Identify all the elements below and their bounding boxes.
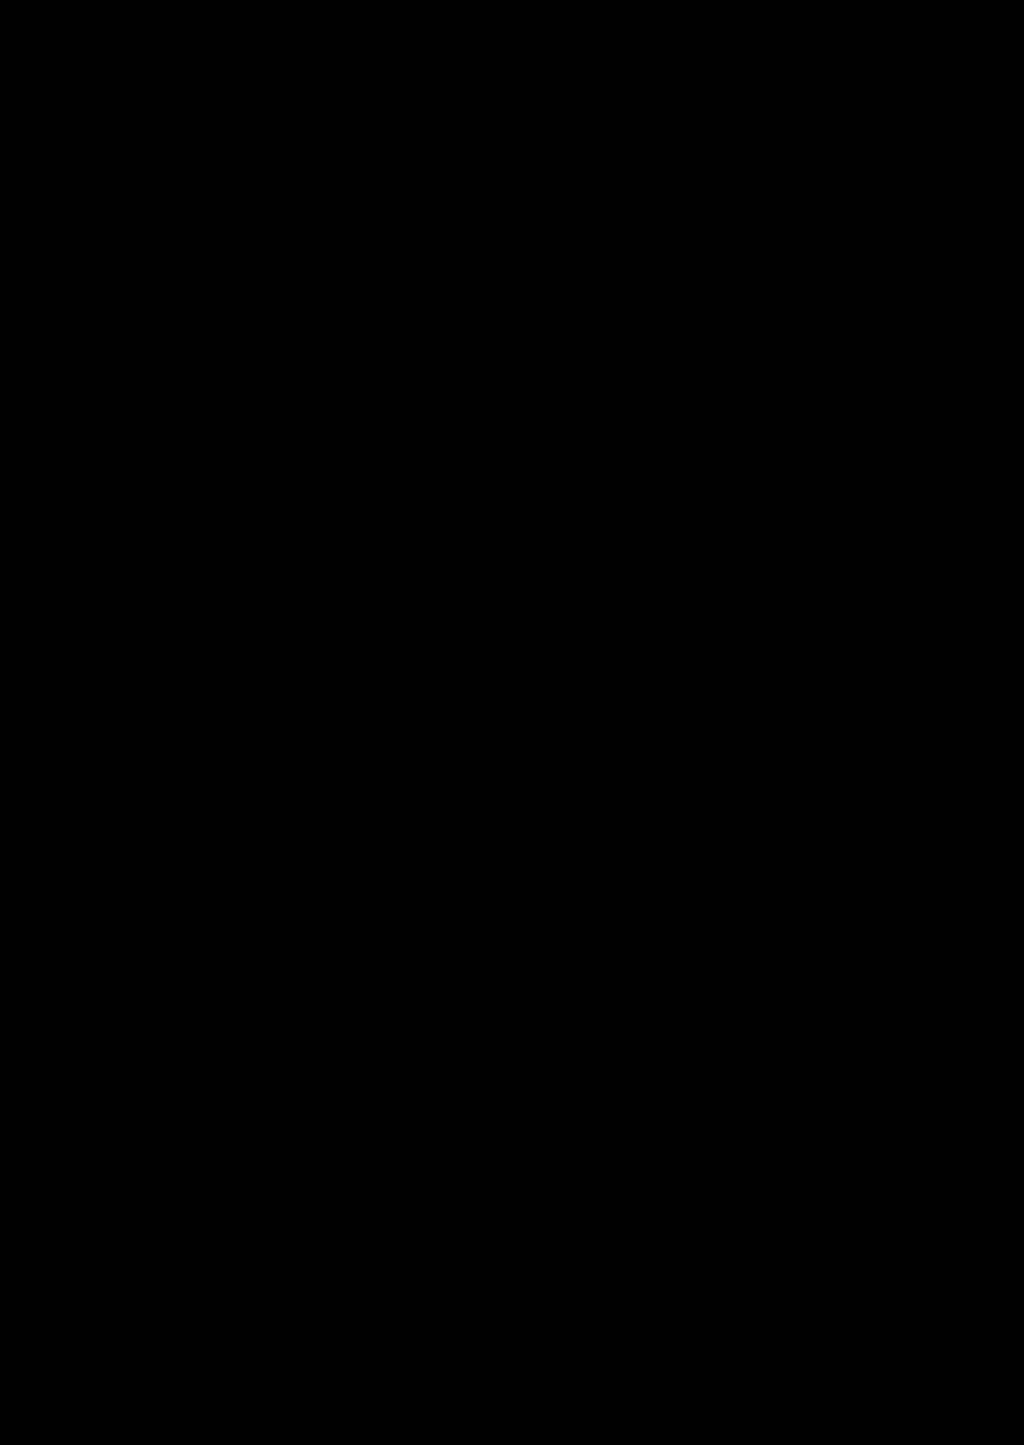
section-heading	[178, 618, 815, 705]
footnote-text: A rede social do Facebook registrou mais de 600 milhões de usuários em todo o mundo até março de 2011. Fonte: Internet World Stats. Disponível em: http://www.internetworldstats.com/facebook.htm. Acesso em 20 de maio 2011. Criada em 2004 nos EUA, a rede vem se popularizando no Brasil desde 2009, totalizando 15 milhões de usuários no país, sendo que 77% destes possuem mais de 25 anos. Fonte: The Brazilian Online Audience. Disponível em: http://pt.scribd.com/doc/48623822/Comscore-BOI-Brazil-Webinar-Feb-2011. Acesso em 25 de maio 2011.	[178, 1127, 815, 1228]
heading-part-1: Estudo de caso 2 – Comunidade de fãs de	[178, 623, 682, 642]
heading-title-italic: Passione	[681, 623, 776, 642]
heading-part-2: no Facebook e temas sociais: uso de drogas, casamento consanguíneo, aborto, abuso sexual, pedofilia	[178, 623, 815, 700]
paragraph-part-2: , e suas inúmeras conversas, o foco da pesquisa dirigiu-se em monitorar e acompanhar os conteúdos gerados através do mapeamento de páginas de perfil ou de grupos que tratavam da telenovela	[178, 736, 815, 854]
paragraph-text: sobre o contexto. Essa categorização quantitativa corrobora nossa definição do papel do Orkut como propiciador de um diálogo centrado na emotividade exigida pela causa combativa da comunidade.	[178, 179, 815, 266]
paragraph-part-4: que possuíam cadastro no Facebook correspondeu tanto à faixa etária predominante da audiência da telenovela como aos	[178, 986, 815, 1042]
paragraph-part-1: Diante dos milhões de usuários do Facebook no Brasil	[222, 736, 730, 760]
footnote-marker: 24	[178, 1125, 187, 1136]
paragraph-text	[178, 733, 815, 1046]
footnote-separator	[178, 1116, 330, 1117]
footnote-reference[interactable]: 24	[729, 736, 742, 750]
footnote	[178, 1124, 815, 1232]
telenovela-title-italic: Passione	[578, 829, 655, 854]
paragraph-facebook-study	[178, 733, 815, 1046]
page-number: 270	[495, 1277, 529, 1299]
paragraph-orkut-analysis	[178, 270, 815, 552]
paragraph-part-3: . A metodologia de coleta de dados foi a observação simples e seleção intencional de comentários que abordassem os temas sociais veiculados pela telenovela (amostra intencional por critério). Dados iniciais da rede social sobre o perfil dos usuários favoreceram a pesquisa sobre o tema. A maioria dos	[178, 829, 815, 980]
fas-italic: fãs	[790, 955, 815, 980]
paragraph-continuation	[178, 176, 815, 270]
paragraph-text: Na rede social Orkut ocorre a predominância da linguagem emotiva, o que indica alto grau de engajamento e manifestação de opiniões por parte dos atores dessa rede. A proposta da mediadora e ativista em cobrir a temática social através do conteúdo veiculado pela telenovela despertou o interesse dos demais atores na rede social, provocando uma participação mais engajada sobre tema apresentado por uma telenovela. Com a publicação de conteúdos mais extensos, pode-se observar o aprofundamento do tema, resultando em percepções educativas e conscientizadoras, que parece ter sido o propósito inicial da usuária criadora do tópico.	[178, 273, 815, 548]
